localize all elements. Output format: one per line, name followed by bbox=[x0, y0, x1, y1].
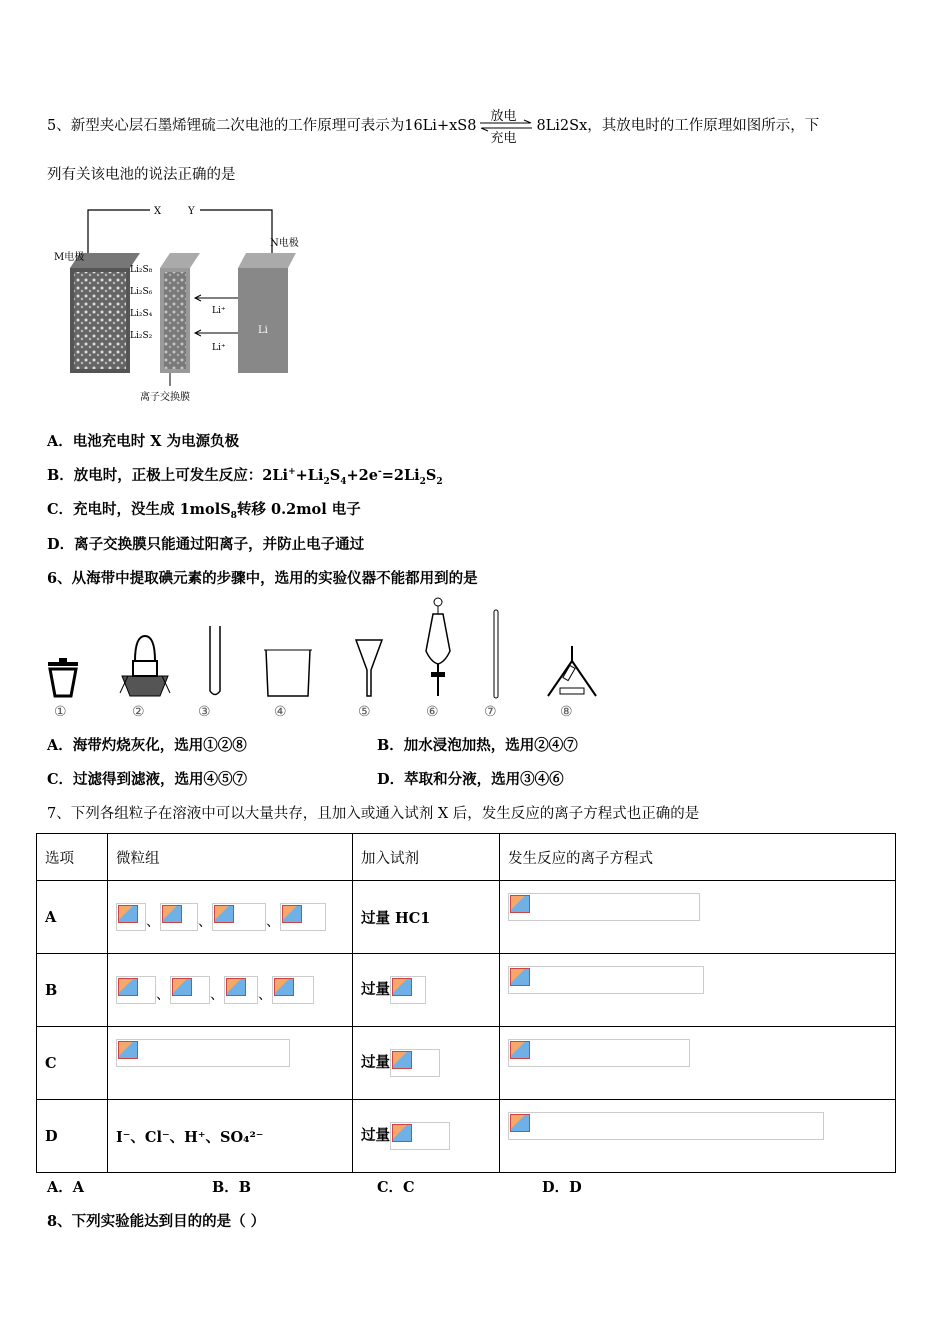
row-label: D bbox=[37, 1100, 108, 1173]
q5-option-b: B．放电时，正极上可发生反应：$2Li^++Li_2S_4+2e^-=2Li_2S_2$ bbox=[47, 467, 443, 487]
reagent-cell bbox=[353, 1027, 500, 1100]
instrument-label-1: ① bbox=[54, 704, 67, 720]
crucible-icon bbox=[48, 658, 78, 696]
q6-options-row2 bbox=[47, 768, 564, 789]
row-label: B bbox=[37, 954, 108, 1027]
image-placeholder-icon bbox=[212, 903, 266, 931]
q6-stem: 6、从海带中提取碘元素的步骤中，选用的实验仪器不能都用到的是 bbox=[47, 570, 478, 587]
li-electrode-label: Li bbox=[258, 325, 268, 336]
q7-answer-d: D．D bbox=[542, 1179, 582, 1196]
table-row bbox=[37, 881, 896, 954]
instrument-label-3: ③ bbox=[198, 704, 211, 720]
instrument-label-7: ⑦ bbox=[484, 704, 497, 720]
species-1: Li₂S₈ bbox=[130, 265, 153, 275]
q6-option-a: A．海带灼烧灰化，选用①②⑧ bbox=[47, 737, 247, 754]
reagent-text: 过量 bbox=[361, 981, 390, 998]
image-placeholder-icon bbox=[272, 976, 314, 1004]
q7-table bbox=[36, 833, 896, 1173]
reversible-arrow bbox=[478, 109, 534, 146]
table-header-row bbox=[37, 834, 896, 881]
funnel-icon bbox=[356, 640, 382, 696]
q7-stem: 7、下列各组粒子在溶液中可以大量共存，且加入或通入试剂 X 后，发生反应的离子方程式也正确的是 bbox=[47, 806, 700, 822]
table-row bbox=[37, 954, 896, 1027]
species-4: Li₂S₂ bbox=[130, 331, 153, 341]
reagent-cell: 过量 HC1 bbox=[353, 881, 500, 954]
q7-answer-a: A．A bbox=[47, 1179, 85, 1196]
header-option: 选项 bbox=[37, 834, 108, 881]
q6-options-row1 bbox=[47, 734, 578, 755]
q5-c-suffix: 转移 0.2mol 电子 bbox=[236, 501, 361, 518]
instrument-label-8: ⑧ bbox=[560, 704, 573, 720]
n-electrode-label: N电极 bbox=[270, 238, 299, 249]
image-placeholder-icon bbox=[280, 903, 326, 931]
q6-option-b: B．加水浸泡加热，选用②④⑦ bbox=[377, 737, 578, 754]
q5-option-c bbox=[47, 498, 361, 521]
equation-cell bbox=[500, 1100, 896, 1173]
glass-rod-icon bbox=[494, 610, 498, 698]
membrane-label: 离子交换膜 bbox=[140, 392, 190, 403]
lab-instruments bbox=[40, 596, 620, 726]
separatory-funnel-icon bbox=[426, 598, 450, 696]
q6-option-d: D．萃取和分液，选用③④⑥ bbox=[377, 771, 564, 788]
image-placeholder-icon bbox=[160, 903, 198, 931]
species-2: Li₂S₆ bbox=[130, 287, 153, 297]
instrument-label-6: ⑥ bbox=[426, 704, 439, 720]
q5-stem-line2: 列有关该电池的说法正确的是 bbox=[47, 167, 236, 183]
test-tube-icon bbox=[210, 626, 220, 695]
table-row bbox=[37, 1100, 896, 1173]
arrow-discharge-label: 放电 bbox=[490, 109, 517, 124]
reagent-cell bbox=[353, 954, 500, 1027]
q7-answer-b: B．B bbox=[212, 1179, 252, 1196]
beaker-icon bbox=[264, 650, 312, 696]
equation-cell bbox=[500, 881, 896, 954]
q5-b-mid3: +2e bbox=[346, 467, 378, 484]
reagent-text: 过量 bbox=[361, 1054, 390, 1071]
image-placeholder-icon bbox=[508, 1112, 824, 1140]
header-reagent: 加入试剂 bbox=[353, 834, 500, 881]
header-equation: 发生反应的离子方程式 bbox=[500, 834, 896, 881]
m-electrode-label: M电极 bbox=[54, 252, 85, 263]
particles-cell bbox=[108, 1027, 353, 1100]
image-placeholder-icon bbox=[508, 966, 704, 994]
li-ion-label-2: Li⁺ bbox=[212, 343, 226, 353]
q5-b-mid4: =2Li bbox=[381, 467, 420, 484]
q5-option-d: D．离子交换膜只能通过阳离子，并防止电子通过 bbox=[47, 536, 365, 553]
y-terminal-label: Y bbox=[188, 206, 195, 217]
q5-b-mid5: S bbox=[425, 467, 437, 484]
q5-b-prefix: B．放电时，正极上可发生反应：2Li bbox=[47, 467, 289, 484]
particles-cell: 、 、 、 bbox=[108, 881, 353, 954]
image-placeholder-icon bbox=[116, 1039, 290, 1067]
q5-option-a: A．电池充电时 X 为电源负极 bbox=[47, 433, 240, 450]
image-placeholder-icon bbox=[390, 976, 426, 1004]
image-placeholder-icon bbox=[508, 893, 700, 921]
instrument-label-5: ⑤ bbox=[358, 704, 371, 720]
instrument-label-2: ② bbox=[132, 704, 145, 720]
instrument-label-4: ④ bbox=[274, 704, 287, 720]
arrow-charge-label: 充电 bbox=[490, 131, 517, 146]
row-label: A bbox=[37, 881, 108, 954]
image-placeholder-icon bbox=[508, 1039, 690, 1067]
q5-stem-after: 8Li2Sx，其放电时的工作原理如图所示，下 bbox=[536, 118, 820, 134]
clay-triangle-icon bbox=[548, 646, 596, 696]
q5-b-mid2: S bbox=[329, 467, 341, 484]
image-placeholder-icon bbox=[170, 976, 210, 1004]
reagent-cell bbox=[353, 1100, 500, 1173]
q5-stem-before: 5、新型夹心层石墨烯锂硫二次电池的工作原理可表示为16Li+xS8 bbox=[47, 118, 477, 134]
image-placeholder-icon bbox=[116, 976, 156, 1004]
li-ion-label-1: Li⁺ bbox=[212, 306, 226, 316]
q5-stem-line1 bbox=[47, 109, 820, 146]
image-placeholder-icon bbox=[224, 976, 258, 1004]
row-label: C bbox=[37, 1027, 108, 1100]
x-terminal-label: X bbox=[154, 206, 162, 217]
species-3: Li₂S₄ bbox=[130, 309, 153, 319]
image-placeholder-icon bbox=[390, 1122, 450, 1150]
battery-diagram bbox=[54, 198, 310, 408]
particles-cell: I⁻、Cl⁻、H⁺、SO₄²⁻ bbox=[108, 1100, 353, 1173]
header-particles: 微粒组 bbox=[108, 834, 353, 881]
q7-answer-c: C．C bbox=[377, 1179, 415, 1196]
particles-cell: 、 、 、 bbox=[108, 954, 353, 1027]
equation-cell bbox=[500, 1027, 896, 1100]
q6-option-c: C．过滤得到滤液，选用④⑤⑦ bbox=[47, 771, 248, 788]
equation-cell bbox=[500, 954, 896, 1027]
reagent-text: 过量 bbox=[361, 1127, 390, 1144]
instrument-drawings bbox=[40, 596, 620, 706]
image-placeholder-icon bbox=[390, 1049, 440, 1077]
q5-c-prefix: C．充电时，没生成 1molS bbox=[47, 501, 231, 518]
q8-stem: 8、下列实验能达到目的的是（ ） bbox=[47, 1213, 266, 1230]
image-placeholder-icon bbox=[116, 903, 146, 931]
table-row bbox=[37, 1027, 896, 1100]
q5-b-mid1: +Li bbox=[295, 467, 324, 484]
q5-c-sub: 8 bbox=[230, 510, 237, 521]
alcohol-lamp-icon bbox=[120, 636, 170, 696]
